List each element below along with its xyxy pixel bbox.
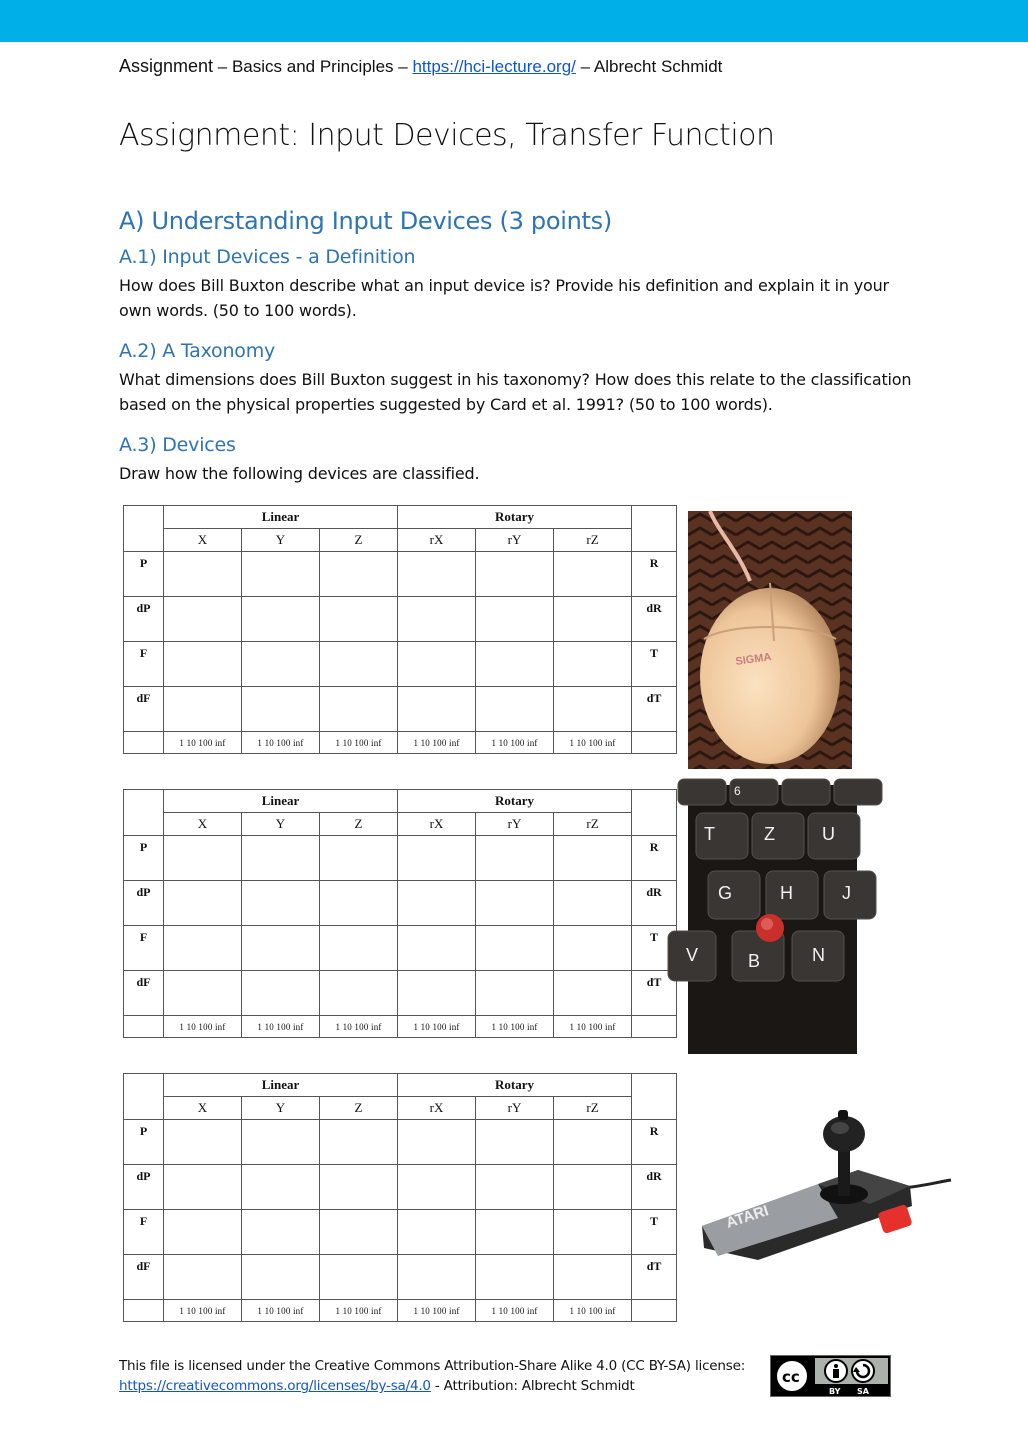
scale-label: 1 10 100 inf xyxy=(554,1016,632,1038)
grid-cell xyxy=(476,642,554,687)
row-label-right: dR xyxy=(632,597,677,642)
grid-cell xyxy=(320,642,398,687)
grid-cell xyxy=(398,642,476,687)
scale-blank xyxy=(124,1016,164,1038)
grid-cell xyxy=(554,1165,632,1210)
group-rotary: Rotary xyxy=(398,790,632,813)
grid-cell xyxy=(398,1165,476,1210)
joystick-brand: ATARI xyxy=(723,1202,771,1232)
grid-cell xyxy=(554,926,632,971)
grid-cell xyxy=(476,1210,554,1255)
page-header xyxy=(119,56,722,77)
grid-cell xyxy=(476,1120,554,1165)
by-text: BY xyxy=(829,1387,841,1396)
header-label: Assignment xyxy=(119,56,214,76)
scale-blank xyxy=(632,1300,677,1322)
scale-label: 1 10 100 inf xyxy=(554,732,632,754)
row-label-right: dT xyxy=(632,687,677,732)
grid-cell xyxy=(554,597,632,642)
license-link[interactable]: https://creativecommons.org/licenses/by-sa/4.0 xyxy=(119,1378,431,1394)
axis-header: Z xyxy=(320,1097,398,1120)
scale-label: 1 10 100 inf xyxy=(242,1016,320,1038)
header-course: – Basics and Principles – xyxy=(213,57,413,76)
key-label: 6 xyxy=(734,784,741,798)
group-rotary: Rotary xyxy=(398,506,632,529)
row-label-right: R xyxy=(632,1120,677,1165)
grid-cell xyxy=(164,642,242,687)
grid-cell xyxy=(164,836,242,881)
grid-cell xyxy=(242,881,320,926)
grid-cell xyxy=(242,1165,320,1210)
scale-blank xyxy=(124,1300,164,1322)
grid-cell xyxy=(476,1165,554,1210)
grid-cell xyxy=(320,881,398,926)
license-text: This file is licensed under the Creative Commons Attribution-Share Alike 4.0 (CC BY-SA) license: xyxy=(119,1358,746,1374)
header-author: – Albrecht Schmidt xyxy=(575,57,723,76)
key-label: T xyxy=(704,824,715,844)
sa-text: SA xyxy=(857,1387,869,1396)
grid-cell xyxy=(476,552,554,597)
row-label-right: R xyxy=(632,552,677,597)
grid-cell xyxy=(320,1210,398,1255)
key-label: G xyxy=(718,883,733,903)
row-label-left: dP xyxy=(124,881,164,926)
row-label-right: dT xyxy=(632,1255,677,1300)
corner-cell xyxy=(632,790,677,836)
grid-cell xyxy=(242,552,320,597)
grid-cell xyxy=(554,687,632,732)
axis-header: rZ xyxy=(554,529,632,552)
scale-blank xyxy=(124,732,164,754)
grid-cell xyxy=(320,971,398,1016)
corner-cell xyxy=(124,1074,164,1120)
grid-cell xyxy=(320,836,398,881)
grid-cell xyxy=(242,597,320,642)
cc-by-sa-badge xyxy=(770,1355,891,1397)
key-label: U xyxy=(822,824,835,844)
row-label-right: dT xyxy=(632,971,677,1016)
grid-cell xyxy=(242,926,320,971)
grid-cell xyxy=(476,926,554,971)
a1-text: How does Bill Buxton describe what an input device is? Provide his definition and explain it in your own words. (50 to 100 words). xyxy=(119,276,889,320)
a2-heading: A.2) A Taxonomy xyxy=(119,340,276,362)
trackpoint-photo xyxy=(688,785,857,1054)
page-title: Assignment: Input Devices, Transfer Function xyxy=(119,118,775,153)
license-footer xyxy=(119,1356,745,1396)
corner-cell xyxy=(124,790,164,836)
axis-header: rX xyxy=(398,813,476,836)
a3-text: Draw how the following devices are classified. xyxy=(119,464,480,483)
axis-header: X xyxy=(164,1097,242,1120)
grid-cell xyxy=(164,881,242,926)
grid-cell xyxy=(554,836,632,881)
axis-header: rZ xyxy=(554,1097,632,1120)
grid-cell xyxy=(164,971,242,1016)
scale-label: 1 10 100 inf xyxy=(320,732,398,754)
grid-cell xyxy=(320,687,398,732)
classification-table-joystick xyxy=(123,1073,677,1322)
section-a-heading: A) Understanding Input Devices (3 points) xyxy=(119,207,612,235)
grid-cell xyxy=(398,971,476,1016)
grid-cell xyxy=(164,1255,242,1300)
key-label: V xyxy=(686,945,699,965)
grid-cell xyxy=(554,971,632,1016)
corner-cell xyxy=(632,506,677,552)
scale-label: 1 10 100 inf xyxy=(398,732,476,754)
header-link[interactable]: https://hci-lecture.org/ xyxy=(412,57,576,76)
grid-cell xyxy=(164,687,242,732)
top-color-bar xyxy=(0,0,1028,42)
row-label-right: T xyxy=(632,642,677,687)
grid-cell xyxy=(476,881,554,926)
group-linear: Linear xyxy=(164,1074,398,1097)
scale-label: 1 10 100 inf xyxy=(320,1016,398,1038)
row-label-left: F xyxy=(124,642,164,687)
axis-header: Y xyxy=(242,529,320,552)
grid-cell xyxy=(164,926,242,971)
group-linear: Linear xyxy=(164,506,398,529)
row-label-left: dF xyxy=(124,687,164,732)
scale-label: 1 10 100 inf xyxy=(320,1300,398,1322)
axis-header: Z xyxy=(320,529,398,552)
grid-cell xyxy=(164,1165,242,1210)
grid-cell xyxy=(554,1120,632,1165)
row-label-left: dP xyxy=(124,1165,164,1210)
key-label: J xyxy=(842,883,851,903)
grid-cell xyxy=(398,687,476,732)
key-label: H xyxy=(780,883,793,903)
row-label-left: F xyxy=(124,926,164,971)
grid-cell xyxy=(398,1120,476,1165)
mouse-photo xyxy=(688,511,852,769)
grid-cell xyxy=(398,836,476,881)
row-label-left: dF xyxy=(124,1255,164,1300)
grid-cell xyxy=(320,597,398,642)
corner-cell xyxy=(124,506,164,552)
row-label-right: T xyxy=(632,1210,677,1255)
grid-cell xyxy=(320,1120,398,1165)
axis-header: rY xyxy=(476,1097,554,1120)
grid-cell xyxy=(320,552,398,597)
grid-cell xyxy=(554,552,632,597)
grid-cell xyxy=(164,1120,242,1165)
row-label-right: T xyxy=(632,926,677,971)
grid-cell xyxy=(242,971,320,1016)
row-label-right: dR xyxy=(632,881,677,926)
grid-cell xyxy=(476,597,554,642)
axis-header: Z xyxy=(320,813,398,836)
grid-cell xyxy=(320,926,398,971)
a2-text: What dimensions does Bill Buxton suggest in his taxonomy? How does this relate to the classification based on the physical properties suggested by Card et al. 1991? (50 to 100 words). xyxy=(119,370,912,414)
grid-cell xyxy=(242,687,320,732)
scale-label: 1 10 100 inf xyxy=(398,1300,476,1322)
grid-cell xyxy=(554,1210,632,1255)
key-label: Z xyxy=(764,824,775,844)
grid-cell xyxy=(242,1255,320,1300)
axis-header: X xyxy=(164,813,242,836)
scale-label: 1 10 100 inf xyxy=(476,732,554,754)
row-label-left: P xyxy=(124,552,164,597)
grid-cell xyxy=(476,971,554,1016)
grid-cell xyxy=(398,597,476,642)
grid-cell xyxy=(398,881,476,926)
grid-cell xyxy=(398,1255,476,1300)
cc-text: cc xyxy=(782,1368,800,1386)
group-rotary: Rotary xyxy=(398,1074,632,1097)
scale-label: 1 10 100 inf xyxy=(164,1016,242,1038)
grid-cell xyxy=(554,881,632,926)
grid-cell xyxy=(320,1165,398,1210)
grid-cell xyxy=(164,552,242,597)
grid-cell xyxy=(398,1210,476,1255)
key-label: N xyxy=(812,945,825,965)
axis-header: X xyxy=(164,529,242,552)
axis-header: rY xyxy=(476,813,554,836)
scale-blank xyxy=(632,732,677,754)
axis-header: rZ xyxy=(554,813,632,836)
scale-label: 1 10 100 inf xyxy=(476,1016,554,1038)
scale-label: 1 10 100 inf xyxy=(476,1300,554,1322)
axis-header: Y xyxy=(242,1097,320,1120)
grid-cell xyxy=(398,926,476,971)
axis-header: Y xyxy=(242,813,320,836)
joystick-photo xyxy=(698,1108,952,1268)
grid-cell xyxy=(554,1255,632,1300)
row-label-left: P xyxy=(124,1120,164,1165)
scale-label: 1 10 100 inf xyxy=(242,1300,320,1322)
a3-heading: A.3) Devices xyxy=(119,434,236,456)
a1-heading: A.1) Input Devices - a Definition xyxy=(119,246,416,268)
classification-table-mouse xyxy=(123,505,677,754)
grid-cell xyxy=(476,836,554,881)
grid-cell xyxy=(320,1255,398,1300)
mouse-brand: SIGMA xyxy=(734,651,773,668)
grid-cell xyxy=(242,1210,320,1255)
row-label-right: dR xyxy=(632,1165,677,1210)
axis-header: rY xyxy=(476,529,554,552)
classification-table-trackpoint xyxy=(123,789,677,1038)
row-label-left: dP xyxy=(124,597,164,642)
scale-blank xyxy=(632,1016,677,1038)
grid-cell xyxy=(242,836,320,881)
grid-cell xyxy=(398,552,476,597)
row-label-right: R xyxy=(632,836,677,881)
scale-label: 1 10 100 inf xyxy=(164,732,242,754)
grid-cell xyxy=(476,1255,554,1300)
grid-cell xyxy=(164,1210,242,1255)
row-label-left: F xyxy=(124,1210,164,1255)
grid-cell xyxy=(554,642,632,687)
group-linear: Linear xyxy=(164,790,398,813)
axis-header: rX xyxy=(398,529,476,552)
scale-label: 1 10 100 inf xyxy=(554,1300,632,1322)
axis-header: rX xyxy=(398,1097,476,1120)
grid-cell xyxy=(476,687,554,732)
grid-cell xyxy=(164,597,242,642)
grid-cell xyxy=(242,642,320,687)
row-label-left: P xyxy=(124,836,164,881)
key-label: B xyxy=(748,951,761,971)
scale-label: 1 10 100 inf xyxy=(164,1300,242,1322)
scale-label: 1 10 100 inf xyxy=(242,732,320,754)
grid-cell xyxy=(242,1120,320,1165)
attribution: - Attribution: Albrecht Schmidt xyxy=(430,1378,635,1394)
scale-label: 1 10 100 inf xyxy=(398,1016,476,1038)
corner-cell xyxy=(632,1074,677,1120)
row-label-left: dF xyxy=(124,971,164,1016)
